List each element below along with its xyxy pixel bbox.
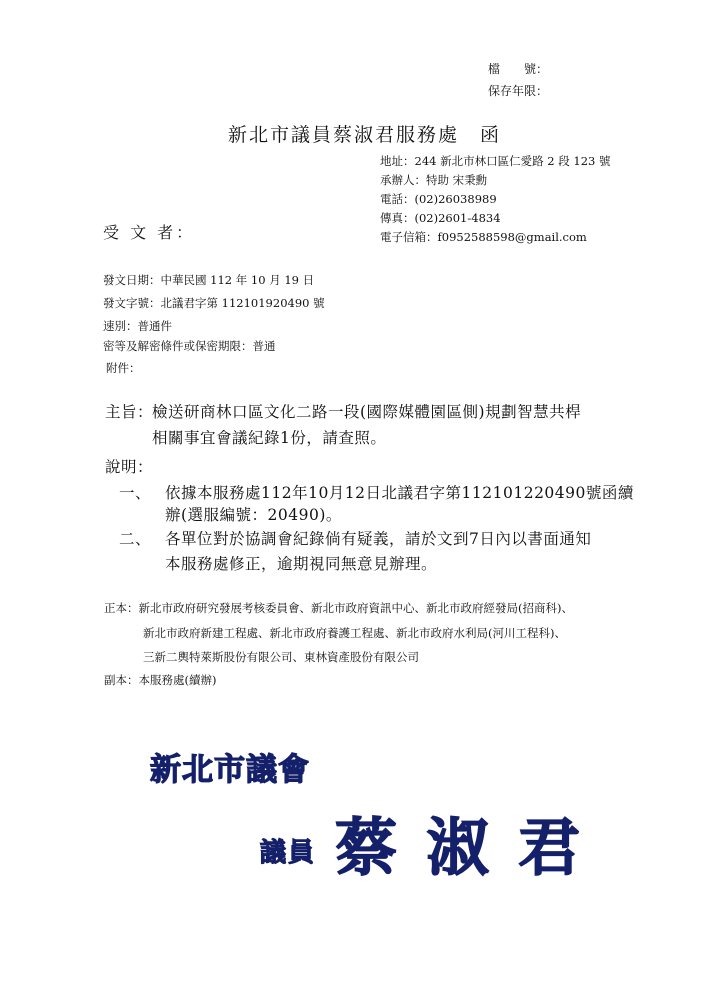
explanation-item-2-number: 二、	[119, 530, 152, 548]
contact-email: 電子信箱：f0952588598@gmail.com	[380, 230, 587, 244]
document-title: 新北市議員蔡淑君服務處 函	[228, 124, 502, 146]
confidentiality-level: 密等及解密條件或保密期限：普通	[103, 339, 276, 353]
attachment-label: 附件：	[106, 361, 141, 375]
subject-label: 主旨：	[105, 403, 154, 421]
subject-line-1: 檢送研商林口區文化二路一段(國際媒體園區側)規劃智慧共桿	[152, 403, 582, 421]
file-number-label: 檔 號：	[488, 62, 549, 76]
explanation-item-1-line-2: 辦(選服編號：20490)。	[165, 506, 342, 524]
main-recipients-line-1: 正本：新北市政府研究發展考核委員會、新北市政府資訊中心、新北市政府經發局(招商科)、	[104, 601, 573, 615]
retention-period-label: 保存年限：	[488, 84, 549, 98]
explanation-item-1-line-1: 依據本服務處112年10月12日北議君字第112101220490號函續	[165, 484, 634, 502]
council-stamp: 新北市議會	[150, 752, 310, 788]
councilor-name-signature: 蔡 淑 君	[335, 811, 585, 884]
explanation-item-2-line-2: 本服務處修正，逾期視同無意見辦理。	[165, 555, 438, 573]
main-recipients-line-3: 三新二輿特萊斯股份有限公司、東林資產股份有限公司	[143, 650, 419, 664]
document-number: 發文字號：北議君字第 112101920490 號	[103, 296, 325, 310]
councilor-title-stamp: 議員	[260, 838, 317, 868]
main-recipients-line-2: 新北市政府新建工程處、新北市政府養護工程處、新北市政府水利局(河川工程科)、	[143, 626, 566, 640]
contact-address: 地址：244 新北市林口區仁愛路 2 段 123 號	[380, 154, 611, 168]
recipient-label: 受 文 者：	[103, 223, 196, 242]
contact-handler: 承辦人：特助 宋秉勳	[380, 173, 488, 187]
contact-fax: 傳真：(02)2601-4834	[380, 211, 501, 225]
subject-line-2: 相關事宜會議紀錄1份，請查照。	[152, 429, 387, 447]
copy-recipients: 副本：本服務處(續辦)	[104, 673, 217, 687]
contact-phone: 電話：(02)26038989	[380, 192, 497, 206]
explanation-item-1-number: 一、	[119, 484, 152, 502]
explanation-label: 說明：	[105, 458, 154, 476]
issue-date: 發文日期：中華民國 112 年 10 月 19 日	[103, 273, 315, 287]
delivery-speed: 速別：普通件	[103, 319, 172, 333]
explanation-item-2-line-1: 各單位對於協調會紀錄倘有疑義，請於文到7日內以書面通知	[165, 530, 592, 548]
